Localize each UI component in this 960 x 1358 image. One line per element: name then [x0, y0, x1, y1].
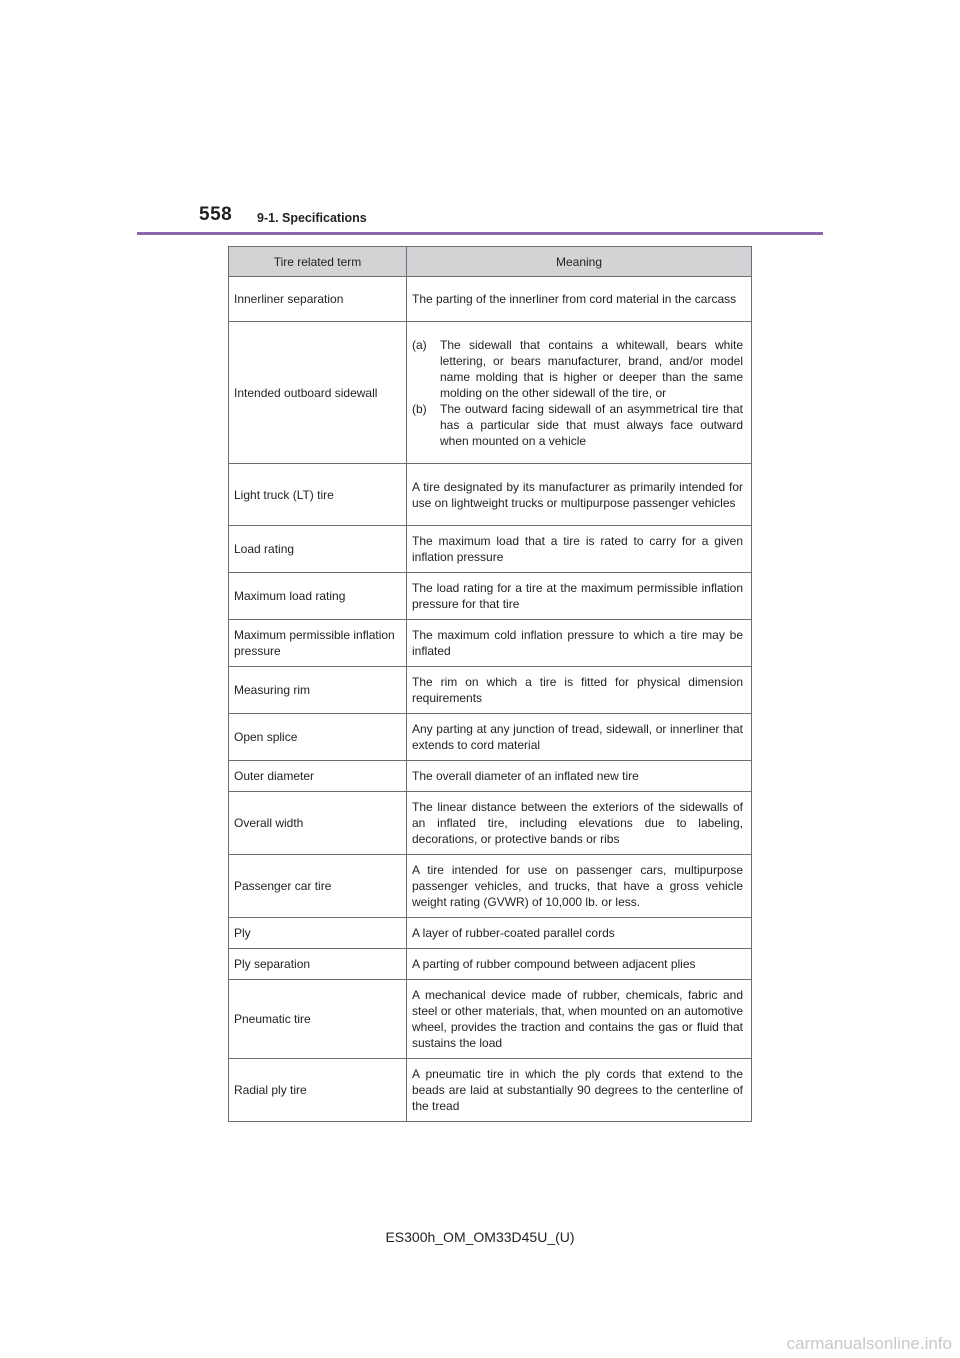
table-row: [229, 855, 752, 918]
table-row: [229, 464, 752, 526]
meaning-cell: The overall diameter of an inflated new tire: [407, 761, 752, 792]
meaning-cell: The rim on which a tire is fitted for physical dimension requirements: [407, 667, 752, 714]
term-cell: Light truck (LT) tire: [229, 464, 407, 526]
term-cell: Maximum load rating: [229, 573, 407, 620]
table-row: [229, 918, 752, 949]
meaning-cell: A layer of rubber-coated parallel cords: [407, 918, 752, 949]
term-cell: Load rating: [229, 526, 407, 573]
meaning-cell: [407, 322, 752, 464]
meaning-cell: A mechanical device made of rubber, chemicals, fabric and steel or other materials, that, when mounted on an automotive wheel, provides the traction and contains the gas or fluid that sustains the load: [407, 980, 752, 1059]
meaning-cell: The maximum load that a tire is rated to carry for a given inflation pressure: [407, 526, 752, 573]
list-item-text: The outward facing sidewall of an asymmetrical tire that has a particular side that must always face outward when mounted on a vehicle: [440, 401, 743, 448]
meaning-cell: The maximum cold inflation pressure to which a tire may be inflated: [407, 620, 752, 667]
meaning-list: [412, 337, 743, 449]
header-divider: [137, 232, 823, 235]
term-cell: Ply: [229, 918, 407, 949]
table-row: [229, 277, 752, 322]
meaning-cell: A tire intended for use on passenger cars, multipurpose passenger vehicles, and trucks, that have a gross vehicle weight rating (GVWR) of 10,000 lb. or less.: [407, 855, 752, 918]
table-row: [229, 949, 752, 980]
list-marker: (b): [412, 401, 427, 416]
term-cell: Intended outboard sidewall: [229, 322, 407, 464]
tire-terms-table: [228, 246, 752, 1122]
column-header-meaning: Meaning: [407, 247, 752, 277]
table-row: [229, 526, 752, 573]
section-title: 9-1. Specifications: [257, 211, 367, 225]
table-header-row: [229, 247, 752, 277]
meaning-cell: The parting of the innerliner from cord material in the carcass: [407, 277, 752, 322]
meaning-cell: The linear distance between the exteriors of the sidewalls of an inflated tire, including elevations due to labeling, decorations, or protective bands or ribs: [407, 792, 752, 855]
meaning-cell: A parting of rubber compound between adjacent plies: [407, 949, 752, 980]
list-item: [412, 401, 743, 449]
table-row: [229, 573, 752, 620]
table-row: [229, 792, 752, 855]
table-row: [229, 761, 752, 792]
table-row: [229, 1059, 752, 1122]
meaning-cell: A tire designated by its manufacturer as primarily intended for use on lightweight trucks or multipurpose passenger vehicles: [407, 464, 752, 526]
table-row: [229, 322, 752, 464]
table-row: [229, 980, 752, 1059]
term-cell: Outer diameter: [229, 761, 407, 792]
term-cell: Ply separation: [229, 949, 407, 980]
watermark-text: carmanualsonline.info: [786, 1334, 952, 1353]
meaning-cell: Any parting at any junction of tread, sidewall, or innerliner that extends to cord material: [407, 714, 752, 761]
term-cell: Radial ply tire: [229, 1059, 407, 1122]
table-row: [229, 620, 752, 667]
term-cell: Pneumatic tire: [229, 980, 407, 1059]
meaning-cell: A pneumatic tire in which the ply cords that extend to the beads are laid at substantially 90 degrees to the centerline of the tread: [407, 1059, 752, 1122]
meaning-cell: The load rating for a tire at the maximum permissible inflation pressure for that tire: [407, 573, 752, 620]
table-row: [229, 714, 752, 761]
term-cell: Overall width: [229, 792, 407, 855]
list-marker: (a): [412, 337, 427, 352]
list-item: [412, 337, 743, 401]
term-cell: Open splice: [229, 714, 407, 761]
term-cell: Passenger car tire: [229, 855, 407, 918]
table-row: [229, 667, 752, 714]
column-header-term: Tire related term: [229, 247, 407, 277]
page-number: 558: [199, 204, 233, 225]
term-cell: Innerliner separation: [229, 277, 407, 322]
term-cell: Maximum permissible inflation pressure: [229, 620, 407, 667]
list-item-text: The sidewall that contains a whitewall, bears white lettering, or bears manufacturer, brand, and/or model name molding that is higher or deeper than the same molding on the other sidewall of the tire, or: [440, 337, 743, 400]
document-code: ES300h_OM_OM33D45U_(U): [385, 1229, 575, 1245]
term-cell: Measuring rim: [229, 667, 407, 714]
